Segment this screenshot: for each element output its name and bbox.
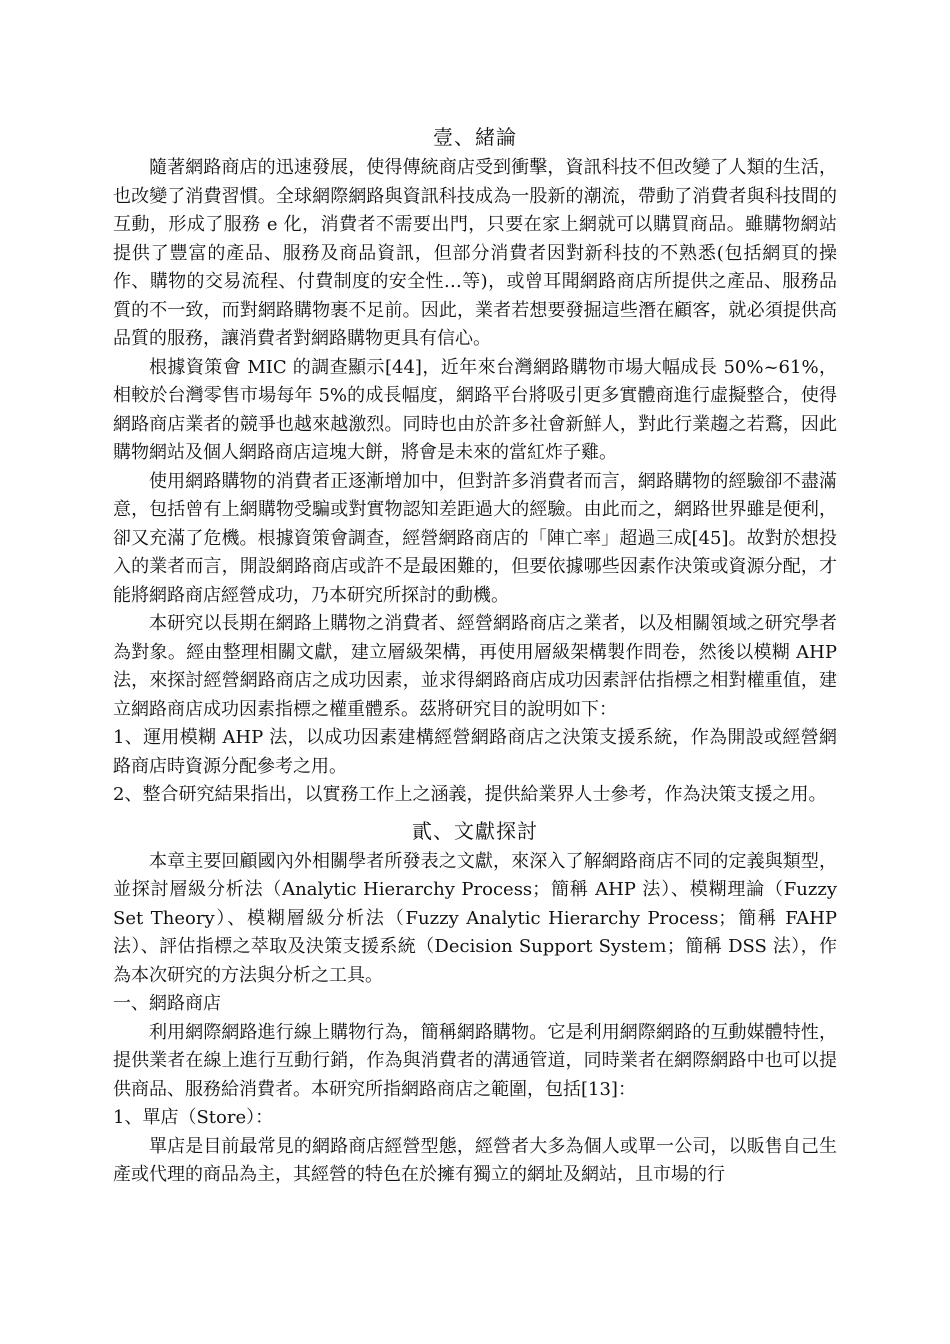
section1-paragraph-2: 根據資策會 MIC 的調查顯示[44]，近年來台灣網路購物市場大幅成長 50%~61%，相較於台灣零售市場每年 5%的成長幅度，網路平台將吸引更多實體商進行虛擬整合，使得網路商店業者的競爭也越來越激烈。同時也由於許多社會新鮮人，對此行業趨之若鶩，因此購物網站及個人網路商店這塊大餅，將會是未來的當紅炸子雞。: [113, 356, 837, 463]
research-goal-1: 1、運用模糊 AHP 法，以成功因素建構經營網路商店之決策支援系統，作為開設或經營網路商店時資源分配參考之用。: [113, 727, 837, 777]
section1-paragraph-3: 使用網路購物的消費者正逐漸增加中，但對許多消費者而言，網路購物的經驗卻不盡滿意，包括曾有上網購物受騙或對實物認知差距過大的經驗。由此而之，網路世界雖是便利，卻又充滿了危機。根據資策會調查，經營網路商店的「陣亡率」超過三成[45]。故對於想投入的業者而言，開設網路商店或許不是最困難的，但要依據哪些因素作決策或資源分配，才能將網路商店經營成功，乃本研究所探討的動機。: [113, 470, 837, 606]
store-type-paragraph: 單店是目前最常見的網路商店經營型態，經營者大多為個人或單一公司，以販售自己生產或代理的商品為主，其經營的特色在於擁有獨立的網址及網站，且市場的行: [113, 1135, 837, 1185]
document-page: [113, 118, 837, 1190]
section1-heading: 壹、緒論: [433, 125, 517, 149]
section1-paragraph-4: 本研究以長期在網路上購物之消費者、經營網路商店之業者，以及相關領域之研究學者為對象。經由整理相關文獻，建立層級架構，再使用層級架構製作問卷，然後以模糊 AHP 法，來探討經營網路商店之成功因素，並求得網路商店成功因素評估指標之相對權重值，建立網路商店成功因素指標之權重體系。茲將研究目的說明如下：: [113, 613, 837, 720]
subsection-title-online-store: 一、網路商店: [113, 993, 221, 1014]
section2-intro: 本章主要回顧國內外相關學者所發表之文獻，來深入了解網路商店不同的定義與類型，並探討層級分析法（Analytic Hierarchy Process；簡稱 AHP 法）、模糊理論（Fuzzy Set Theory）、模糊層級分析法（Fuzzy Analytic Hierarchy Process；簡稱 FAHP 法）、評估指標之萃取及決策支援系統（Decision Support Systeｍ；簡稱 DSS 法），作為本次研究的方法與分析之工具。: [113, 850, 837, 986]
section2-heading: 貳、文獻探討: [412, 818, 538, 843]
section1-paragraph-1: 隨著網路商店的迅速發展，使得傳統商店受到衝擊，資訊科技不但改變了人類的生活，也改變了消費習慣。全球網際網路與資訊科技成為一股新的潮流，帶動了消費者與科技間的互動，形成了服務 e 化，消費者不需要出門，只要在家上網就可以購買商品。雖購物網站提供了豐富的產品、服務及商品資訊，但部分消費者因對新科技的不熟悉(包括網頁的操作、購物的交易流程、付費制度的安全性…等)，或曾耳聞網路商店所提供之產品、服務品質的不一致，而對網路購物裹不足前。因此，業者若想要發掘這些潛在顧客，就必須提供高品質的服務，讓消費者對網路購物更具有信心。: [113, 157, 837, 349]
store-type-title: 1、單店（Store）：: [113, 1107, 274, 1128]
subsection-paragraph: 利用網際網路進行線上購物行為，簡稱網路購物。它是利用網際網路的互動媒體特性，提供業者在線上進行互動行銷，作為與消費者的溝通管道，同時業者在網際網路中也可以提供商品、服務給消費者。本研究所指網路商店之範圍，包括[13]：: [113, 1021, 837, 1100]
research-goal-2: 2、整合研究結果指出，以實務工作上之涵義，提供給業界人士參考，作為決策支援之用。: [113, 784, 827, 805]
